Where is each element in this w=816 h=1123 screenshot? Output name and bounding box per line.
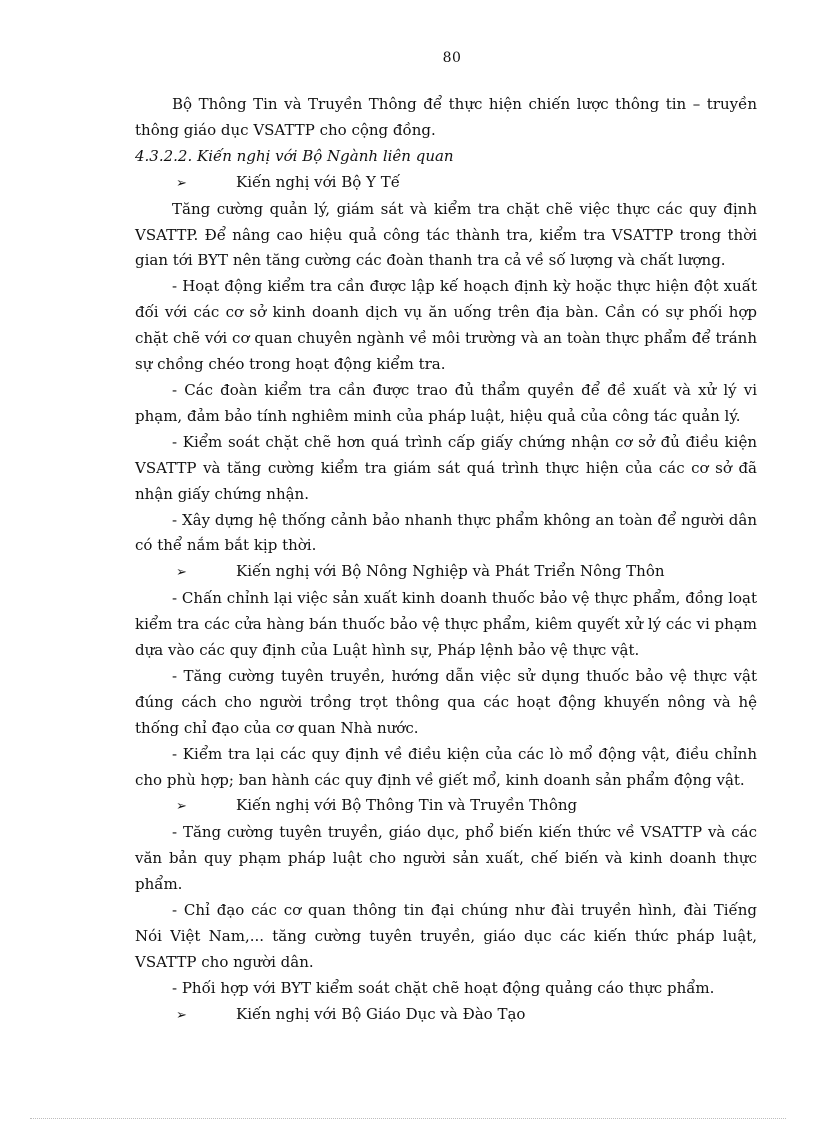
paragraph: - Xây dựng hệ thống cảnh bảo nhanh thực phẩm không an toàn để người dân có thể nắm bắt kịp thời. bbox=[135, 510, 757, 555]
arrow-bullet-icon: ➢ bbox=[176, 1007, 187, 1023]
bullet-item-bo-thong-tin bbox=[135, 793, 757, 820]
paragraph: - Hoạt động kiểm tra cần được lập kế hoạch định kỳ hoặc thực hiện đột xuất đối với các cơ sở kinh doanh dịch vụ ăn uống trên địa bàn. Cần có sự phối hợp chặt chẽ với cơ quan chuyên ngành về môi trường và an toàn thực phẩm để tránh sự chồng chéo trong hoạt động kiểm tra. bbox=[135, 277, 757, 374]
section-heading: 4.3.2.2. Kiến nghị với Bộ Ngành liên quan bbox=[135, 146, 454, 165]
paragraph: - Kiểm tra lại các quy định về điều kiện của các lò mổ động vật, điều chỉnh cho phù hợp; ban hành các quy định về giết mổ, kinh doanh sản phẩm động vật. bbox=[135, 744, 757, 789]
paragraph: - Kiểm soát chặt chẽ hơn quá trình cấp giấy chứng nhận cơ sở đủ điều kiện VSATTP và tăng cường kiểm tra giám sát quá trình thực hiện của các cơ sở đã nhận giấy chứng nhận. bbox=[135, 432, 757, 503]
bullet-item-bo-y-te bbox=[135, 170, 757, 197]
paragraph: - Chấn chỉnh lại việc sản xuất kinh doanh thuốc bảo vệ thực phẩm, đồng loạt kiểm tra các cửa hàng bán thuốc bảo vệ thực phẩm, kiêm quyết xử lý các vi phạm dựa vào các quy định của Luật hình sự, Pháp lệnh bảo vệ thực vật. bbox=[135, 589, 757, 660]
paragraph-intro: Bộ Thông Tin và Truyền Thông để thực hiện chiến lược thông tin – truyền thông giáo dục VSATTP cho cộng đồng. bbox=[135, 95, 757, 139]
bullet-label: Kiến nghị với Bộ Y Tế bbox=[236, 172, 400, 191]
page-number: 80 bbox=[442, 50, 462, 66]
bullet-label: Kiến nghị với Bộ Thông Tin và Truyền Thông bbox=[236, 796, 578, 815]
bullet-label: Kiến nghị với Bộ Giáo Dục và Đào Tạo bbox=[236, 1004, 526, 1023]
bullet-label: Kiến nghị với Bộ Nông Nghiệp và Phát Triển Nông Thôn bbox=[236, 562, 665, 581]
bullet-item-bo-nong-nghiep bbox=[135, 559, 757, 586]
arrow-bullet-icon: ➢ bbox=[176, 175, 187, 191]
paragraph: - Tăng cường tuyên truyền, giáo dục, phổ biến kiến thức về VSATTP và các văn bản quy phạm pháp luật cho người sản xuất, chế biến và kinh doanh thực phẩm. bbox=[135, 823, 757, 894]
paragraph: - Chỉ đạo các cơ quan thông tin đại chúng như đài truyền hình, đài Tiếng Nói Việt Nam,... tăng cường tuyên truyền, giáo dục các kiến thức pháp luật, VSATTP cho người dân. bbox=[135, 901, 757, 971]
paragraph: - Tăng cường tuyên truyền, hướng dẫn việc sử dụng thuốc bảo vệ thực vật đúng cách cho người trồng trọt thông qua các hoạt động khuyến nông và hệ thống chỉ đạo của cơ quan Nhà nước. bbox=[135, 666, 757, 737]
arrow-bullet-icon: ➢ bbox=[176, 799, 187, 815]
document-body bbox=[135, 92, 757, 1029]
paragraph: - Các đoàn kiểm tra cần được trao đủ thẩm quyền để đề xuất và xử lý vi phạm, đảm bảo tính nghiêm minh của pháp luật, hiệu quả của công tác quản lý. bbox=[135, 380, 757, 425]
page-bottom-divider bbox=[30, 1118, 786, 1119]
paragraph: - Phối hợp với BYT kiểm soát chặt chẽ hoạt động quảng cáo thực phẩm. bbox=[172, 978, 715, 997]
bullet-item-bo-giao-duc bbox=[135, 1002, 757, 1029]
paragraph: Tăng cường quản lý, giám sát và kiểm tra chặt chẽ việc thực các quy định VSATTP. Để nâng cao hiệu quả công tác thành tra, kiểm tra VSATTP trong thời gian tới BYT nên tăng cường các đoàn thanh tra cả về số lượng và chất lượng. bbox=[135, 199, 757, 270]
arrow-bullet-icon: ➢ bbox=[176, 565, 187, 581]
